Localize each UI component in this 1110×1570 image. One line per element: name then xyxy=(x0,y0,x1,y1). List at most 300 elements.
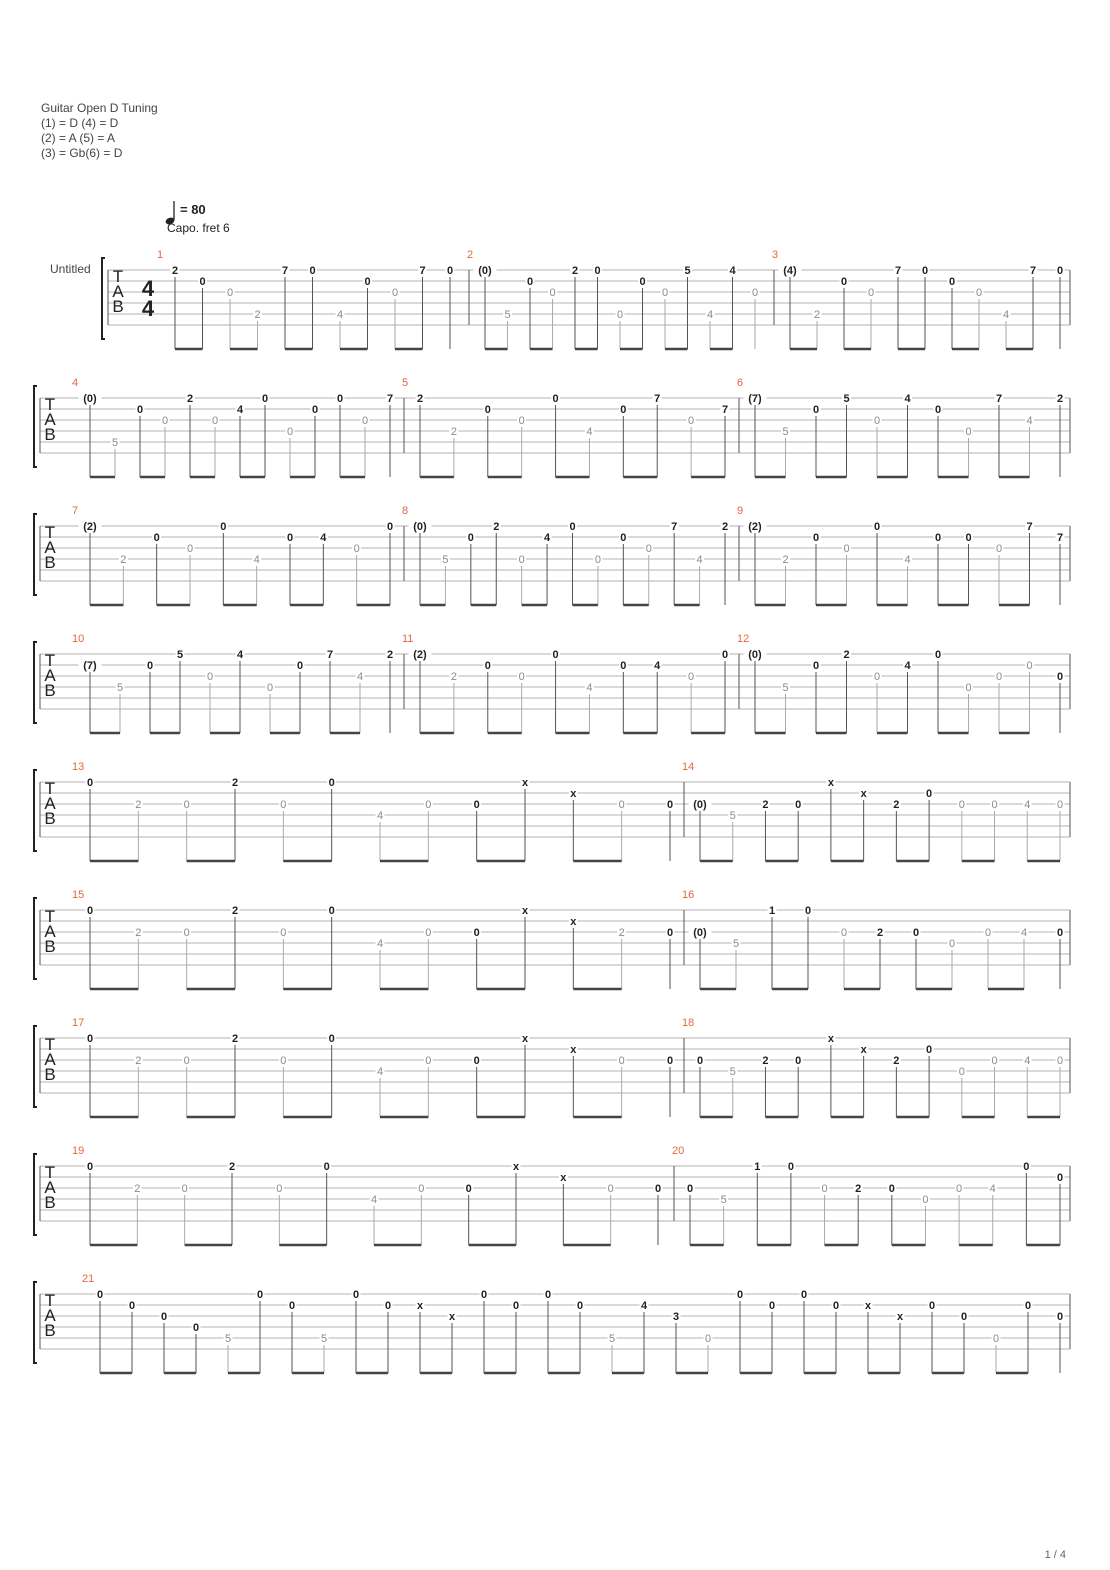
fret-number: 3 xyxy=(672,1311,680,1323)
tab-clef-letter: A xyxy=(44,1050,56,1069)
fret-number: 4 xyxy=(989,1183,996,1195)
fret-number: 0 xyxy=(995,671,1003,683)
fret-number: 5 xyxy=(720,1194,727,1206)
fret-number: 0 xyxy=(812,532,820,544)
fret-number: 0 xyxy=(618,799,625,811)
fret-number: 5 xyxy=(608,1333,616,1345)
tab-clef-letter: T xyxy=(44,1035,56,1054)
fret-number: 0 xyxy=(425,799,432,811)
fret-number: 0 xyxy=(812,404,820,416)
fret-number: 0 xyxy=(960,1311,968,1323)
fret-number: 5 xyxy=(442,554,449,566)
fret-number: 0 xyxy=(922,1194,929,1206)
fret-number: 0 xyxy=(958,799,965,811)
fret-number: 0 xyxy=(86,777,94,789)
fret-number: 0 xyxy=(199,276,206,288)
fret-number: 0 xyxy=(328,905,335,917)
fret-number: 4 xyxy=(696,554,703,566)
measure-number: 16 xyxy=(682,889,695,901)
fret-number: (4) xyxy=(783,265,797,277)
fret-number: 0 xyxy=(948,276,956,288)
fret-number: 0 xyxy=(192,1322,200,1334)
fret-number: (7) xyxy=(748,393,762,405)
fret-number: 0 xyxy=(991,1055,998,1067)
tab-clef-letter: A xyxy=(44,794,56,813)
fret-number: 0 xyxy=(280,1055,287,1067)
tuning-line-1: (1) = D (4) = D xyxy=(41,116,119,130)
fret-number: 2 xyxy=(762,799,769,811)
fret-number: 0 xyxy=(512,1300,520,1312)
time-signature-top: 4 xyxy=(141,276,155,301)
measure-number: 3 xyxy=(772,249,779,261)
fret-number: 0 xyxy=(467,532,474,544)
fret-number: 2 xyxy=(876,927,884,939)
fret-number: 7 xyxy=(1026,521,1033,533)
measure-number: 11 xyxy=(402,633,414,645)
fret-number: 7 xyxy=(995,393,1003,405)
fret-number: 0 xyxy=(934,404,942,416)
fret-number: 5 xyxy=(320,1333,328,1345)
fret-number: 0 xyxy=(280,799,287,811)
fret-number: (0) xyxy=(83,393,97,405)
measure-number: 18 xyxy=(682,1017,695,1029)
fret-number: 4 xyxy=(336,309,344,321)
fret-number: 0 xyxy=(86,1161,94,1173)
fret-number: 5 xyxy=(224,1333,232,1345)
fret-number: 0 xyxy=(832,1300,840,1312)
tab-clef-letter: B xyxy=(44,553,56,572)
fret-number: (2) xyxy=(748,521,762,533)
fret-number: 0 xyxy=(888,1183,895,1195)
tab-clef-letter: T xyxy=(44,651,56,670)
fret-number: 0 xyxy=(1023,1161,1030,1173)
fret-number: 0 xyxy=(991,799,998,811)
tab-clef-letter: A xyxy=(44,922,56,941)
fret-number: 2 xyxy=(855,1183,862,1195)
fret-number: 5 xyxy=(729,810,736,822)
tab-clef-letter: B xyxy=(44,809,56,828)
fret-number: 4 xyxy=(586,682,593,694)
fret-number: 0 xyxy=(768,1300,776,1312)
fret-number: 0 xyxy=(353,543,360,555)
fret-number: 0 xyxy=(736,1289,744,1301)
fret-number: 5 xyxy=(176,649,184,661)
fret-number: 2 xyxy=(416,393,424,405)
fret-number: x xyxy=(521,905,529,917)
fret-number: 0 xyxy=(688,671,695,683)
fret-number: 0 xyxy=(1056,671,1064,683)
fret-number: 0 xyxy=(661,287,669,299)
fret-number: 5 xyxy=(116,682,124,694)
fret-number: 0 xyxy=(311,404,319,416)
fret-number: 2 xyxy=(1056,393,1064,405)
fret-number: 2 xyxy=(721,521,729,533)
fret-number: 4 xyxy=(904,660,911,672)
fret-number: 0 xyxy=(804,905,812,917)
fret-number: 0 xyxy=(288,1300,296,1312)
staff-bracket xyxy=(34,386,37,467)
tab-clef-letter: B xyxy=(44,1193,56,1212)
fret-number: 0 xyxy=(256,1289,264,1301)
capo-marking: Capo. fret 6 xyxy=(167,221,230,235)
fret-number: 0 xyxy=(666,799,674,811)
fret-number: 0 xyxy=(425,1055,432,1067)
tempo-marking: = 80 xyxy=(180,202,206,217)
fret-number: 0 xyxy=(984,927,992,939)
fret-number: 0 xyxy=(594,265,601,277)
fret-number: 0 xyxy=(965,682,972,694)
tuning-line-2: (2) = A (5) = A xyxy=(41,131,116,145)
page-number: 1 / 4 xyxy=(1044,1549,1066,1561)
fret-number: 0 xyxy=(1056,1172,1064,1184)
fret-number: 0 xyxy=(418,1183,425,1195)
measure-number: 14 xyxy=(682,761,695,773)
fret-number: 7 xyxy=(894,265,902,277)
fret-number: 0 xyxy=(1056,1055,1064,1067)
fret-number: 7 xyxy=(326,649,334,661)
fret-number: 0 xyxy=(276,1183,283,1195)
staff-bracket xyxy=(34,514,37,595)
measure-number: 17 xyxy=(72,1017,85,1029)
tuning-title: Guitar Open D Tuning xyxy=(41,101,158,115)
fret-number: 4 xyxy=(370,1194,378,1206)
fret-number: x xyxy=(827,1033,834,1045)
fret-number: 1 xyxy=(768,905,776,917)
fret-number: 0 xyxy=(639,276,646,288)
fret-number: 0 xyxy=(160,1311,168,1323)
fret-number: 0 xyxy=(800,1289,808,1301)
fret-number: 0 xyxy=(391,287,399,299)
fret-number: 0 xyxy=(328,1033,335,1045)
fret-number: 0 xyxy=(821,1183,828,1195)
fret-number: 2 xyxy=(231,1033,239,1045)
fret-number: 2 xyxy=(813,309,821,321)
fret-number: 0 xyxy=(336,393,344,405)
fret-number: 2 xyxy=(386,649,394,661)
fret-number: 4 xyxy=(236,649,244,661)
fret-number: (0) xyxy=(748,649,762,661)
fret-number: 0 xyxy=(795,799,802,811)
measure-number: 8 xyxy=(402,505,409,517)
fret-number: 4 xyxy=(706,309,714,321)
fret-number: x xyxy=(860,1044,867,1056)
fret-number: 0 xyxy=(688,415,695,427)
staff-bracket xyxy=(34,642,37,723)
fret-number: 0 xyxy=(840,927,848,939)
measure-number: 6 xyxy=(737,377,744,389)
fret-number: 2 xyxy=(893,799,900,811)
tuning-line-3: (3) = Gb(6) = D xyxy=(41,146,123,160)
fret-number: 5 xyxy=(843,393,850,405)
fret-number: 4 xyxy=(1002,309,1010,321)
fret-number: 2 xyxy=(254,309,261,321)
tab-clef-letter: B xyxy=(44,425,56,444)
fret-number: x xyxy=(570,788,577,800)
fret-number: x xyxy=(448,1311,456,1323)
fret-number: 0 xyxy=(384,1300,392,1312)
staff-bracket xyxy=(34,1282,37,1363)
fret-number: 0 xyxy=(328,777,335,789)
fret-number: 0 xyxy=(992,1333,1000,1345)
fret-number: 0 xyxy=(934,649,942,661)
fret-number: 4 xyxy=(729,265,736,277)
fret-number: x xyxy=(570,916,577,928)
fret-number: 0 xyxy=(323,1161,330,1173)
staff-bracket xyxy=(34,1154,37,1235)
fret-number: 0 xyxy=(518,415,525,427)
fret-number: 7 xyxy=(281,265,289,277)
measure-number: 13 xyxy=(72,761,85,773)
fret-number: x xyxy=(560,1172,567,1184)
fret-number: 2 xyxy=(186,393,194,405)
tab-clef-letter: A xyxy=(44,410,56,429)
fret-number: 7 xyxy=(386,393,394,405)
fret-number: 2 xyxy=(135,927,142,939)
fret-number: 4 xyxy=(904,393,911,405)
measure-number: 21 xyxy=(82,1273,95,1285)
fret-number: 2 xyxy=(135,799,142,811)
tab-clef-letter: T xyxy=(112,267,124,286)
fret-number: 4 xyxy=(376,810,384,822)
tab-clef-letter: T xyxy=(44,395,56,414)
fret-number: 0 xyxy=(618,1055,625,1067)
fret-number: 5 xyxy=(729,1066,736,1078)
fret-number: 0 xyxy=(473,799,480,811)
tab-clef-letter: B xyxy=(112,297,124,316)
fret-number: 2 xyxy=(782,554,789,566)
measure-number: 7 xyxy=(72,505,79,517)
tab-clef-letter: A xyxy=(112,282,124,301)
fret-number: 0 xyxy=(473,1055,480,1067)
fret-number: 0 xyxy=(594,554,601,566)
fret-number: 0 xyxy=(161,415,169,427)
tab-clef-letter: A xyxy=(44,1178,56,1197)
fret-number: (7) xyxy=(83,660,97,672)
fret-number: 0 xyxy=(309,265,316,277)
tab-clef-letter: B xyxy=(44,937,56,956)
measure-number: 19 xyxy=(72,1145,85,1157)
tab-clef-letter: B xyxy=(44,1321,56,1340)
fret-number: 0 xyxy=(569,521,576,533)
fret-number: 0 xyxy=(518,671,525,683)
fret-number: 0 xyxy=(153,532,160,544)
fret-number: 0 xyxy=(934,532,942,544)
fret-number: 0 xyxy=(704,1333,712,1345)
fret-number: 0 xyxy=(873,415,881,427)
fret-number: 0 xyxy=(795,1055,802,1067)
fret-number: 7 xyxy=(671,521,678,533)
fret-number: 4 xyxy=(1020,927,1028,939)
fret-number: 0 xyxy=(921,265,929,277)
fret-number: 0 xyxy=(812,660,820,672)
fret-number: 0 xyxy=(96,1289,104,1301)
fret-number: 0 xyxy=(183,927,190,939)
fret-number: 4 xyxy=(253,554,260,566)
fret-number: 0 xyxy=(465,1183,472,1195)
fret-number: 4 xyxy=(236,404,244,416)
fret-number: 2 xyxy=(450,426,457,438)
tab-clef-letter: B xyxy=(44,1065,56,1084)
fret-number: 4 xyxy=(654,660,661,672)
tab-clef-letter: T xyxy=(44,1163,56,1182)
fret-number: 4 xyxy=(1024,799,1031,811)
fret-number: 4 xyxy=(356,671,364,683)
fret-number: 0 xyxy=(549,287,556,299)
fret-number: 0 xyxy=(686,1183,694,1195)
fret-number: 0 xyxy=(446,265,454,277)
fret-number: 2 xyxy=(618,927,625,939)
fret-number: 0 xyxy=(873,671,881,683)
fret-number: 0 xyxy=(1026,660,1033,672)
fret-number: 0 xyxy=(666,927,674,939)
fret-number: 2 xyxy=(231,905,239,917)
fret-number: 0 xyxy=(526,276,534,288)
tab-clef-letter: T xyxy=(44,907,56,926)
fret-number: 7 xyxy=(419,265,426,277)
fret-number: 0 xyxy=(995,543,1003,555)
fret-number: 0 xyxy=(616,309,624,321)
fret-number: 0 xyxy=(958,1066,965,1078)
fret-number: 0 xyxy=(873,521,881,533)
fret-number: 0 xyxy=(620,660,627,672)
fret-number: x xyxy=(896,1311,904,1323)
fret-number: 5 xyxy=(684,265,691,277)
fret-number: 0 xyxy=(1056,1311,1064,1323)
fret-number: 0 xyxy=(211,415,219,427)
fret-number: 5 xyxy=(504,309,511,321)
fret-number: 2 xyxy=(893,1055,900,1067)
fret-number: 2 xyxy=(135,1055,142,1067)
fret-number: 0 xyxy=(86,905,94,917)
fret-number: 2 xyxy=(493,521,500,533)
measure-number: 2 xyxy=(467,249,474,261)
fret-number: 0 xyxy=(965,532,972,544)
tab-clef-letter: T xyxy=(44,779,56,798)
track-name: Untitled xyxy=(50,262,91,276)
fret-number: x xyxy=(512,1161,520,1173)
measure-number: 5 xyxy=(402,377,409,389)
fret-number: 0 xyxy=(286,532,294,544)
fret-number: 0 xyxy=(840,276,848,288)
fret-number: 5 xyxy=(732,938,740,950)
fret-number: 0 xyxy=(576,1300,584,1312)
staff-bracket xyxy=(34,898,37,979)
fret-number: 5 xyxy=(782,426,789,438)
fret-number: 0 xyxy=(1056,265,1064,277)
staff-bracket xyxy=(102,258,105,339)
fret-number: 0 xyxy=(696,1055,704,1067)
fret-number: 2 xyxy=(450,671,457,683)
fret-number: 7 xyxy=(1056,532,1064,544)
fret-number: 0 xyxy=(226,287,234,299)
fret-number: x xyxy=(416,1300,424,1312)
fret-number: x xyxy=(521,777,529,789)
fret-number: 0 xyxy=(721,649,729,661)
fret-number: 0 xyxy=(912,927,920,939)
fret-number: 0 xyxy=(484,660,491,672)
fret-number: x xyxy=(570,1044,577,1056)
tab-clef-letter: A xyxy=(44,666,56,685)
time-signature-bottom: 4 xyxy=(141,296,155,321)
fret-number: 0 xyxy=(280,927,287,939)
measure-number: 4 xyxy=(72,377,79,389)
fret-number: 4 xyxy=(640,1300,648,1312)
fret-number: 0 xyxy=(352,1289,360,1301)
measure-number: 9 xyxy=(737,505,744,517)
fret-number: 7 xyxy=(654,393,661,405)
fret-number: 0 xyxy=(183,799,190,811)
fret-number: x xyxy=(521,1033,529,1045)
fret-number: x xyxy=(860,788,867,800)
fret-number: 0 xyxy=(965,426,972,438)
fret-number: 4 xyxy=(544,532,551,544)
fret-number: 0 xyxy=(364,276,371,288)
fret-number: 0 xyxy=(620,404,627,416)
fret-number: 0 xyxy=(1024,1300,1032,1312)
fret-number: 2 xyxy=(231,777,239,789)
measure-number: 1 xyxy=(157,249,164,261)
measure-number: 15 xyxy=(72,889,85,901)
tab-clef-letter: A xyxy=(44,538,56,557)
fret-number: 0 xyxy=(544,1289,552,1301)
fret-number: 0 xyxy=(1056,799,1064,811)
fret-number: 0 xyxy=(266,682,274,694)
measure-number: 20 xyxy=(672,1145,685,1157)
fret-number: 0 xyxy=(146,660,154,672)
fret-number: 0 xyxy=(183,1055,190,1067)
fret-number: 0 xyxy=(1056,927,1064,939)
fret-number: 4 xyxy=(376,938,384,950)
fret-number: 2 xyxy=(843,649,850,661)
tab-clef-letter: A xyxy=(44,1306,56,1325)
fret-number: 2 xyxy=(228,1161,236,1173)
fret-number: 0 xyxy=(666,1055,674,1067)
fret-number: 1 xyxy=(754,1161,761,1173)
fret-number: 5 xyxy=(782,682,789,694)
fret-number: 0 xyxy=(220,521,227,533)
fret-number: 0 xyxy=(386,521,394,533)
fret-number: x xyxy=(827,777,834,789)
fret-number: 0 xyxy=(286,426,294,438)
fret-number: 0 xyxy=(86,1033,94,1045)
fret-number: 0 xyxy=(518,554,525,566)
fret-number: 4 xyxy=(904,554,911,566)
fret-number: 0 xyxy=(751,287,759,299)
fret-number: (2) xyxy=(83,521,97,533)
fret-number: 0 xyxy=(956,1183,963,1195)
fret-number: 0 xyxy=(473,927,480,939)
fret-number: 0 xyxy=(186,543,194,555)
fret-number: 0 xyxy=(128,1300,136,1312)
fret-number: 0 xyxy=(480,1289,488,1301)
fret-number: (0) xyxy=(478,265,492,277)
fret-number: (0) xyxy=(413,521,427,533)
fret-number: 4 xyxy=(1026,415,1033,427)
fret-number: 0 xyxy=(948,938,956,950)
fret-number: 0 xyxy=(975,287,983,299)
fret-number: 4 xyxy=(320,532,327,544)
fret-number: 0 xyxy=(181,1183,188,1195)
staff-bracket xyxy=(34,770,37,851)
fret-number: 0 xyxy=(484,404,491,416)
fret-number: 0 xyxy=(552,393,559,405)
fret-number: 4 xyxy=(376,1066,384,1078)
measure-number: 10 xyxy=(72,633,85,645)
fret-number: 2 xyxy=(120,554,127,566)
measure-number: 12 xyxy=(737,633,750,645)
fret-number: 0 xyxy=(867,287,875,299)
tab-clef-letter: B xyxy=(44,681,56,700)
